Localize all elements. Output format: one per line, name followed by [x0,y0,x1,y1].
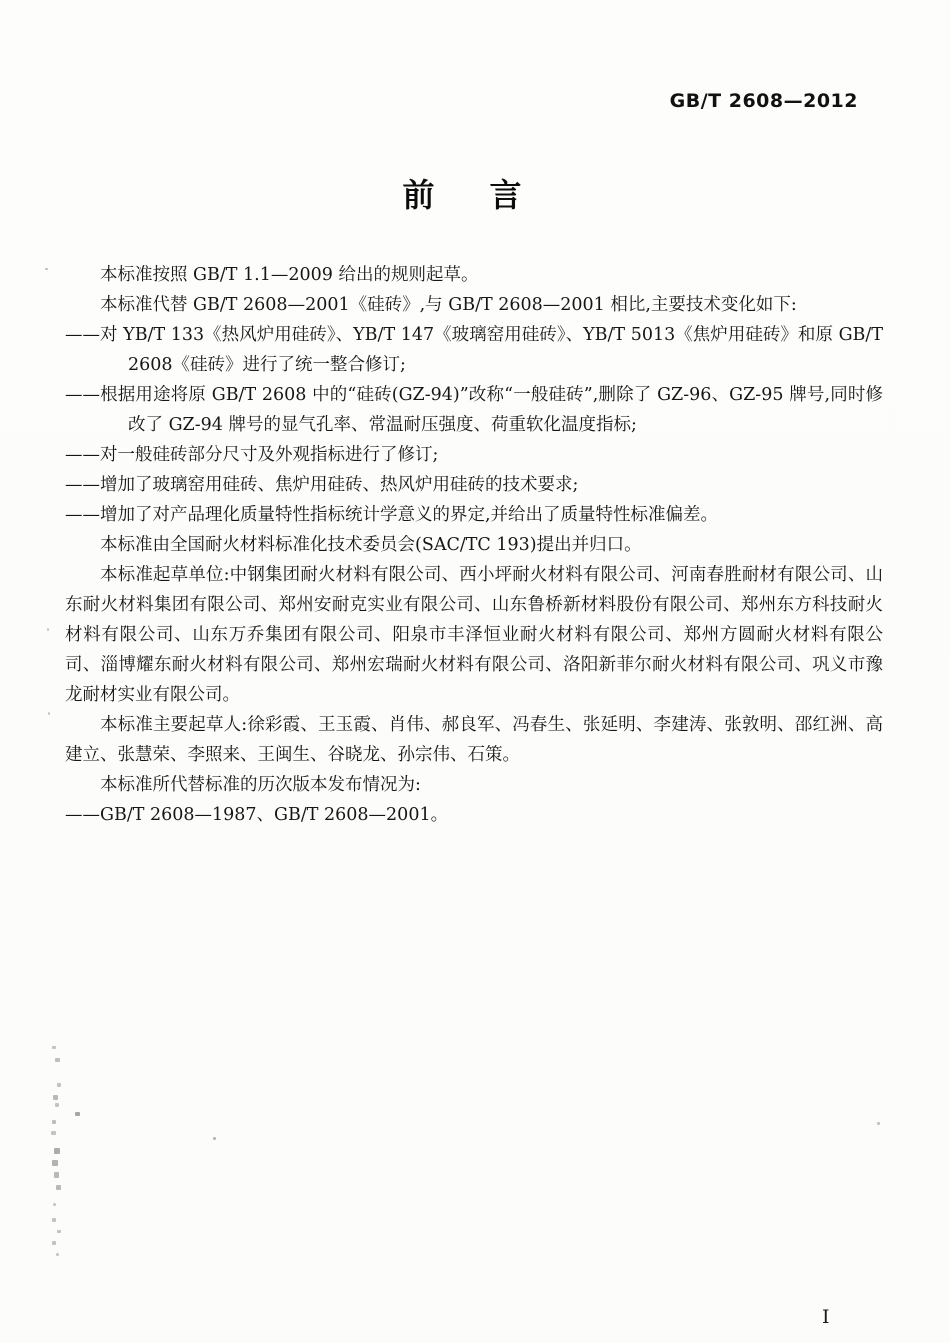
foreword-paragraph: ——对一般硅砖部分尺寸及外观指标进行了修订; [65,445,439,465]
foreword-paragraph: 本标准所代替标准的历次版本发布情况为: [100,775,421,795]
foreword-paragraph: ——增加了对产品理化质量特性指标统计学意义的界定,并给出了质量特性标准偏差。 [65,505,719,525]
foreword-paragraph: 本标准代替 GB/T 2608—2001《硅砖》,与 GB/T 2608—2001 相比,主要技术变化如下: [100,295,797,315]
foreword-paragraph: ——根据用途将原 GB/T 2608 中的“硅砖(GZ-94)”改称“一般硅砖”,删除了 GZ-96、GZ-95 牌号,同时修改了 GZ-94 牌号的显气孔率、常温耐压强度、荷重软化温度指标; [65,385,883,435]
foreword-paragraph: ——GB/T 2608—1987、GB/T 2608—2001。 [65,805,449,825]
foreword-paragraph: 本标准由全国耐火材料标准化技术委员会(SAC/TC 193)提出并归口。 [100,535,642,555]
foreword-title [0,178,924,213]
foreword-paragraph: 本标准按照 GB/T 1.1—2009 给出的规则起草。 [100,265,479,285]
foreword-title-char-2: 言 [489,176,522,214]
foreword-title-char-1: 前 [402,176,435,214]
page-number: I [822,1306,830,1328]
foreword-paragraph: 本标准起草单位:中钢集团耐火材料有限公司、西小坪耐火材料有限公司、河南春胜耐材有限公司、山东耐火材料集团有限公司、郑州安耐克实业有限公司、山东鲁桥新材料股份有限公司、郑州东方科技耐火材料有限公司、山东万乔集团有限公司、阳泉市丰泽恒业耐火材料有限公司、郑州方圆耐火材料有限公司、淄博耀东耐火材料有限公司、郑州宏瑞耐火材料有限公司、洛阳新菲尔耐火材料有限公司、巩义市豫龙耐材实业有限公司。 [65,565,883,705]
foreword-body [65,260,883,830]
foreword-paragraph: ——对 YB/T 133《热风炉用硅砖》、YB/T 147《玻璃窑用硅砖》、YB/T 5013《焦炉用硅砖》和原 GB/T 2608《硅砖》进行了统一整合修订; [65,325,883,375]
foreword-paragraph: ——增加了玻璃窑用硅砖、焦炉用硅砖、热风炉用硅砖的技术要求; [65,475,579,495]
standard-number-header: GB/T 2608—2012 [669,90,858,112]
foreword-paragraph: 本标准主要起草人:徐彩霞、王玉霞、肖伟、郝良军、冯春生、张延明、李建涛、张敦明、邵红洲、高建立、张慧荣、李照来、王闽生、谷晓龙、孙宗伟、石策。 [65,715,883,765]
